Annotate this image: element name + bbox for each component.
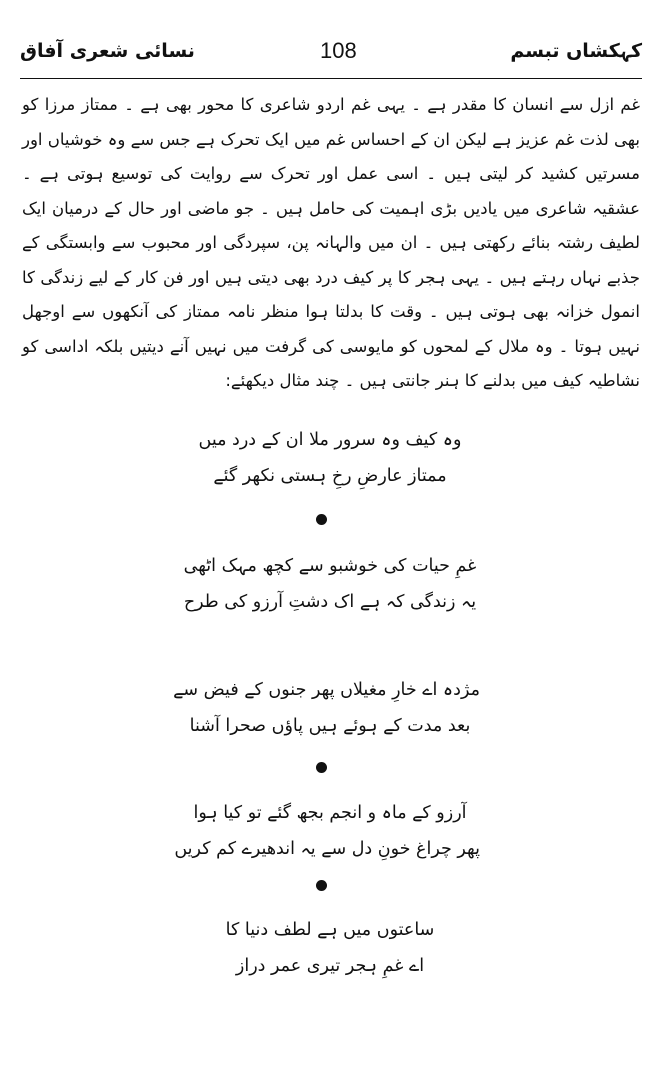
couplet-line: پھر چراغ خونِ دل سے یہ اندھیرے کم کریں [174, 839, 480, 859]
couplet-3 [173, 672, 480, 744]
couplet-1 [180, 422, 480, 494]
couplet-line: وہ کیف وہ سرور ملا ان کے درد میں [198, 430, 462, 450]
couplet-2 [180, 548, 480, 620]
couplet-line: ممتاز عارضِ رخِ ہستی نکھر گئے [213, 466, 447, 486]
separator-dot [316, 880, 327, 891]
page-header [20, 38, 642, 79]
paragraph-text: غم ازل سے انسان کا مقدر ہے ۔ یہی غم اردو شاعری کا محور بھی ہے ۔ ممتاز مرزا کو بھی لذت غم عزیز ہے لیکن ان کے احساس غم میں ایک تحرک ہے جس سے وہ خوشیاں اور مسرتیں کشید کر لیتی ہیں ۔ اسی عمل اور تحرک سے روایت کی توسیع ہوتی ہے ۔ عشقیہ شاعری میں یادیں بڑی اہمیت کی حامل ہیں ۔ جو ماضی اور حال کے درمیان ایک لطیف رشتہ بنائے رکھتی ہیں ۔ ان میں والہانہ پن، سپردگی اور محبوب سے وابستگی کے جذبے نہاں رہتے ہیں ۔ یہی ہجر کا پر کیف درد بھی دیتی ہیں اور فن کار کے لیے زندگی کا انمول خزانہ بھی ہوتی ہیں ۔ وقت کا بدلتا ہوا منظر نامہ ممتاز کی آنکھوں سے اوجھل نہیں ہوتا ۔ وہ ملال کے لمحوں کو مایوسی کی گرفت میں نہیں آنے دیتیں بلکہ اداسی کو نشاطیہ کیف میں بدلنے کا ہنر جانتی ہیں ۔ چند مثال دیکھئے: [22, 95, 640, 390]
couplet-5 [180, 912, 480, 984]
prose-paragraph [22, 88, 640, 399]
page-number: 108 [320, 38, 357, 63]
couplet-line: آرزو کے ماہ و انجم بجھ گئے تو کیا ہوا [193, 803, 467, 823]
separator-dot [316, 762, 327, 773]
couplet-4 [174, 795, 480, 867]
couplet-line: ساعتوں میں ہے لطف دنیا کا [225, 920, 435, 940]
couplet-line: غمِ حیات کی خوشبو سے کچھ مہک اٹھی [183, 556, 477, 576]
couplet-line: مژدہ اے خارِ مغیلاں پھر جنوں کے فیض سے [173, 680, 480, 700]
book-title: نسائی شعری آفاق [20, 40, 195, 62]
couplet-line: بعد مدت کے ہوئے ہیں پاؤں صحرا آشنا [189, 716, 471, 736]
couplet-line: یہ زندگی کہ ہے اک دشتِ آرزو کی طرح [183, 592, 477, 612]
chapter-author: کہکشاں تبسم [510, 40, 642, 62]
couplet-line: اے غمِ ہجر تیری عمر دراز [235, 956, 425, 976]
separator-dot [316, 514, 327, 525]
